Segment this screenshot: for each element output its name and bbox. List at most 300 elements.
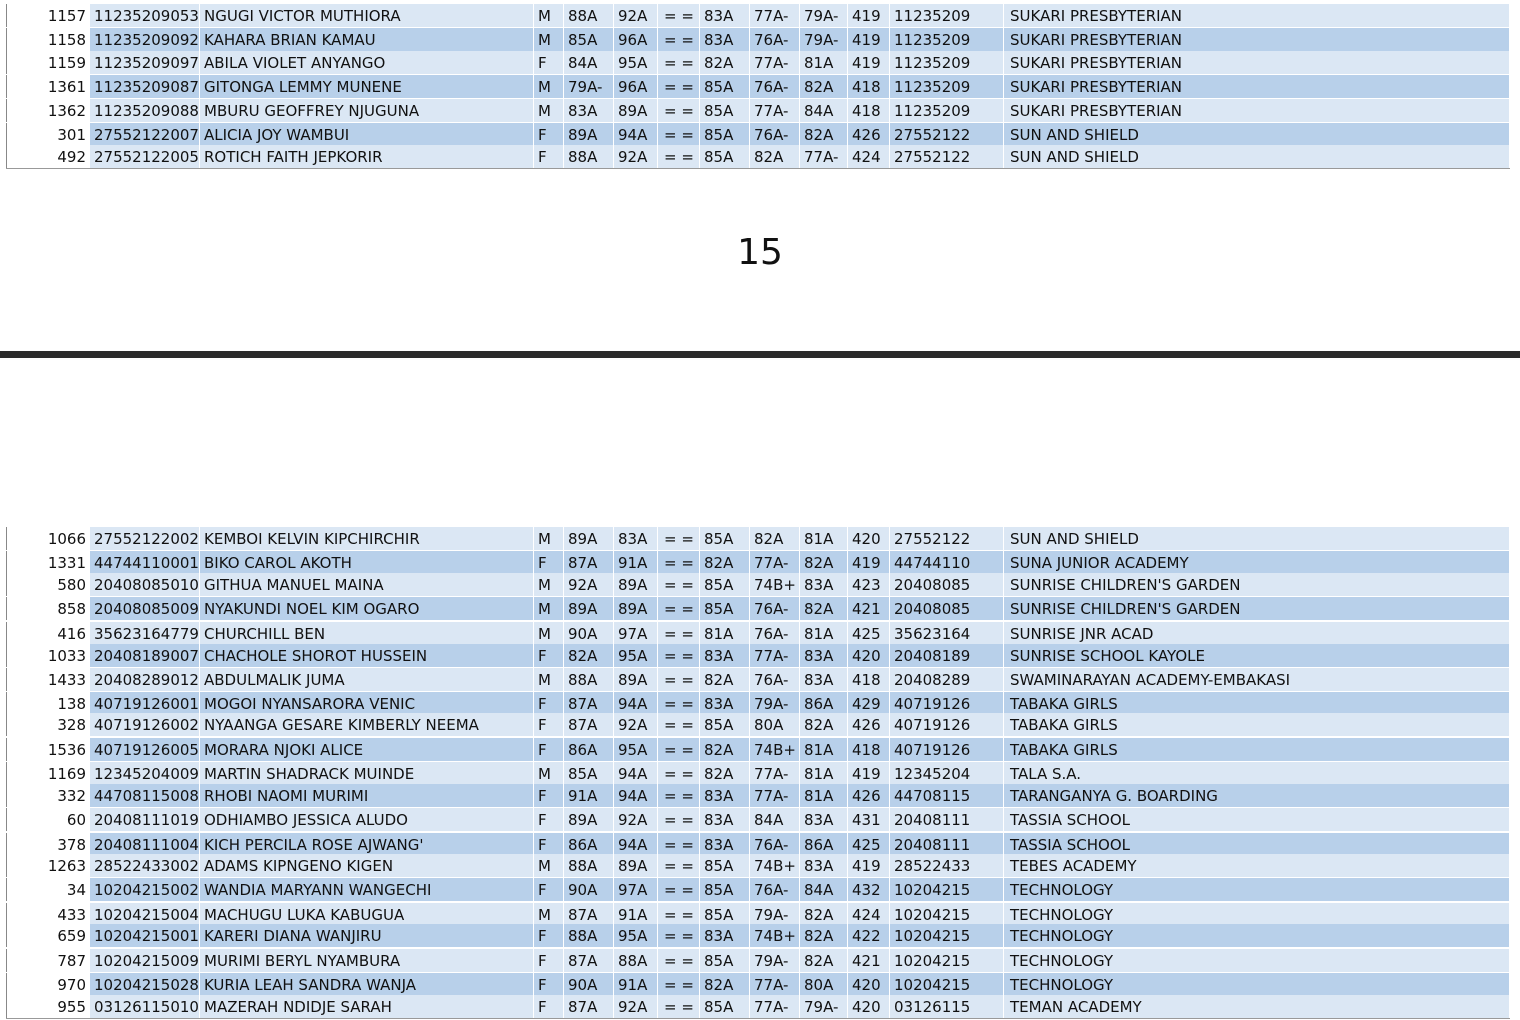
score-science: 83A [700, 924, 750, 947]
candidate-name: MORARA NJOKI ALICE [200, 738, 534, 761]
school-code: 20408111 [890, 833, 1004, 856]
school-code: 44744110 [890, 551, 1004, 574]
score-religion: 77A- [800, 145, 848, 168]
score-kiswahili: = = [658, 668, 700, 691]
score-math: 91A [614, 903, 658, 926]
row-index: 1159 [6, 51, 90, 74]
score-science: 83A [700, 4, 750, 27]
school-code: 27552122 [890, 527, 1004, 550]
score-social: 77A- [750, 995, 800, 1018]
school-name: SUKARI PRESBYTERIAN [1004, 99, 1510, 122]
table-row [6, 75, 1510, 98]
candidate-name: CHURCHILL BEN [200, 622, 534, 645]
score-math: 94A [614, 692, 658, 715]
gender: M [534, 622, 564, 645]
total-score: 426 [848, 713, 890, 736]
score-social: 77A- [750, 551, 800, 574]
candidate-number: 10204215028 [90, 973, 200, 996]
score-religion: 83A [800, 854, 848, 877]
score-science: 85A [700, 75, 750, 98]
row-index: 301 [6, 123, 90, 146]
row-index: 970 [6, 973, 90, 996]
candidate-name: KURIA LEAH SANDRA WANJA [200, 973, 534, 996]
school-code: 10204215 [890, 949, 1004, 972]
gender: F [534, 995, 564, 1018]
school-name: SUKARI PRESBYTERIAN [1004, 51, 1510, 74]
row-index: 34 [6, 878, 90, 901]
candidate-name: MAZERAH NDIDJE SARAH [200, 995, 534, 1018]
score-kiswahili: = = [658, 808, 700, 831]
candidate-number: 10204215001 [90, 924, 200, 947]
school-name: TEMAN ACADEMY [1004, 995, 1510, 1018]
score-math: 95A [614, 51, 658, 74]
score-science: 83A [700, 644, 750, 667]
score-english: 85A [564, 28, 614, 51]
total-score: 424 [848, 903, 890, 926]
school-code: 10204215 [890, 973, 1004, 996]
candidate-name: MBURU GEOFFREY NJUGUNA [200, 99, 534, 122]
candidate-number: 40719126002 [90, 713, 200, 736]
score-math: 89A [614, 668, 658, 691]
candidate-number: 11235209092 [90, 28, 200, 51]
table-row [6, 668, 1510, 691]
score-kiswahili: = = [658, 123, 700, 146]
score-english: 89A [564, 808, 614, 831]
table-row [6, 949, 1510, 972]
candidate-name: NYAANGA GESARE KIMBERLY NEEMA [200, 713, 534, 736]
score-kiswahili: = = [658, 145, 700, 168]
total-score: 431 [848, 808, 890, 831]
page-number: 15 [737, 232, 783, 273]
candidate-number: 11235209053 [90, 4, 200, 27]
table-bottom-rule [6, 168, 1510, 169]
school-code: 27552122 [890, 123, 1004, 146]
score-kiswahili: = = [658, 833, 700, 856]
table-row [6, 995, 1510, 1018]
total-score: 420 [848, 995, 890, 1018]
candidate-number: 10204215004 [90, 903, 200, 926]
school-code: 10204215 [890, 903, 1004, 926]
table-row [6, 833, 1510, 856]
candidate-number: 35623164779 [90, 622, 200, 645]
score-english: 88A [564, 4, 614, 27]
school-name: TABAKA GIRLS [1004, 692, 1510, 715]
row-index: 60 [6, 808, 90, 831]
candidate-name: RHOBI NAOMI MURIMI [200, 784, 534, 807]
score-english: 79A- [564, 75, 614, 98]
candidate-number: 20408189007 [90, 644, 200, 667]
score-religion: 79A- [800, 995, 848, 1018]
score-english: 82A [564, 644, 614, 667]
total-score: 422 [848, 924, 890, 947]
candidate-number: 44744110001 [90, 551, 200, 574]
score-religion: 82A [800, 597, 848, 620]
gender: F [534, 644, 564, 667]
school-code: 40719126 [890, 738, 1004, 761]
school-name: SUNRISE SCHOOL KAYOLE [1004, 644, 1510, 667]
school-name: TECHNOLOGY [1004, 903, 1510, 926]
score-science: 83A [700, 28, 750, 51]
candidate-number: 11235209088 [90, 99, 200, 122]
score-religion: 86A [800, 833, 848, 856]
row-index: 328 [6, 713, 90, 736]
score-religion: 82A [800, 75, 848, 98]
total-score: 419 [848, 854, 890, 877]
school-name: TABAKA GIRLS [1004, 738, 1510, 761]
row-index: 787 [6, 949, 90, 972]
score-english: 88A [564, 668, 614, 691]
score-math: 92A [614, 4, 658, 27]
school-code: 11235209 [890, 75, 1004, 98]
school-name: TECHNOLOGY [1004, 949, 1510, 972]
gender: F [534, 51, 564, 74]
gender: M [534, 597, 564, 620]
row-index: 433 [6, 903, 90, 926]
total-score: 420 [848, 527, 890, 550]
score-kiswahili: = = [658, 551, 700, 574]
school-name: SWAMINARAYAN ACADEMY-EMBAKASI [1004, 668, 1510, 691]
candidate-number: 27552122007 [90, 123, 200, 146]
score-religion: 79A- [800, 4, 848, 27]
total-score: 423 [848, 573, 890, 596]
row-index: 378 [6, 833, 90, 856]
table-row [6, 551, 1510, 574]
score-science: 85A [700, 573, 750, 596]
table-row [6, 573, 1510, 596]
table-row [6, 622, 1510, 645]
score-math: 94A [614, 784, 658, 807]
candidate-number: 20408085010 [90, 573, 200, 596]
score-kiswahili: = = [658, 973, 700, 996]
row-index: 1169 [6, 762, 90, 785]
total-score: 419 [848, 28, 890, 51]
score-english: 84A [564, 51, 614, 74]
score-social: 74B+ [750, 738, 800, 761]
page-divider [0, 351, 1520, 358]
score-kiswahili: = = [658, 28, 700, 51]
score-religion: 81A [800, 51, 848, 74]
candidate-number: 20408111004 [90, 833, 200, 856]
score-social: 77A- [750, 99, 800, 122]
score-social: 74B+ [750, 924, 800, 947]
row-index: 1158 [6, 28, 90, 51]
total-score: 418 [848, 738, 890, 761]
gender: F [534, 949, 564, 972]
score-social: 77A- [750, 4, 800, 27]
total-score: 425 [848, 622, 890, 645]
score-social: 84A [750, 808, 800, 831]
total-score: 421 [848, 597, 890, 620]
score-religion: 84A [800, 878, 848, 901]
score-kiswahili: = = [658, 527, 700, 550]
school-name: TECHNOLOGY [1004, 924, 1510, 947]
school-code: 11235209 [890, 28, 1004, 51]
row-index: 1263 [6, 854, 90, 877]
score-science: 85A [700, 123, 750, 146]
score-social: 76A- [750, 123, 800, 146]
score-math: 92A [614, 145, 658, 168]
table-row [6, 692, 1510, 715]
score-science: 85A [700, 854, 750, 877]
total-score: 429 [848, 692, 890, 715]
candidate-name: NGUGI VICTOR MUTHIORA [200, 4, 534, 27]
score-math: 89A [614, 854, 658, 877]
school-code: 40719126 [890, 692, 1004, 715]
table-row [6, 597, 1510, 620]
candidate-number: 40719126001 [90, 692, 200, 715]
score-english: 89A [564, 123, 614, 146]
candidate-number: 44708115008 [90, 784, 200, 807]
score-social: 76A- [750, 28, 800, 51]
score-math: 89A [614, 99, 658, 122]
score-social: 76A- [750, 878, 800, 901]
table-row [6, 878, 1510, 901]
school-code: 20408085 [890, 573, 1004, 596]
score-english: 87A [564, 995, 614, 1018]
score-kiswahili: = = [658, 995, 700, 1018]
score-science: 85A [700, 713, 750, 736]
gender: F [534, 551, 564, 574]
gender: F [534, 878, 564, 901]
gender: F [534, 833, 564, 856]
total-score: 419 [848, 551, 890, 574]
gender: F [534, 123, 564, 146]
score-social: 76A- [750, 622, 800, 645]
score-math: 89A [614, 597, 658, 620]
score-religion: 82A [800, 949, 848, 972]
row-index: 1361 [6, 75, 90, 98]
candidate-number: 28522433002 [90, 854, 200, 877]
score-religion: 79A- [800, 28, 848, 51]
score-kiswahili: = = [658, 713, 700, 736]
score-kiswahili: = = [658, 924, 700, 947]
score-religion: 83A [800, 644, 848, 667]
total-score: 418 [848, 668, 890, 691]
candidate-number: 27552122005 [90, 145, 200, 168]
school-name: SUKARI PRESBYTERIAN [1004, 4, 1510, 27]
school-name: SUNRISE CHILDREN'S GARDEN [1004, 573, 1510, 596]
total-score: 421 [848, 949, 890, 972]
score-kiswahili: = = [658, 51, 700, 74]
school-name: TASSIA SCHOOL [1004, 808, 1510, 831]
score-religion: 82A [800, 924, 848, 947]
school-code: 10204215 [890, 924, 1004, 947]
school-code: 20408189 [890, 644, 1004, 667]
candidate-name: ODHIAMBO JESSICA ALUDO [200, 808, 534, 831]
total-score: 418 [848, 75, 890, 98]
score-english: 91A [564, 784, 614, 807]
school-name: TECHNOLOGY [1004, 973, 1510, 996]
score-science: 83A [700, 808, 750, 831]
score-math: 96A [614, 75, 658, 98]
row-index: 1362 [6, 99, 90, 122]
school-code: 28522433 [890, 854, 1004, 877]
table-row [6, 4, 1510, 27]
gender: F [534, 924, 564, 947]
row-index: 1033 [6, 644, 90, 667]
total-score: 420 [848, 973, 890, 996]
score-english: 85A [564, 762, 614, 785]
table-row [6, 784, 1510, 807]
score-social: 79A- [750, 903, 800, 926]
gender: F [534, 145, 564, 168]
gender: F [534, 808, 564, 831]
candidate-number: 11235209097 [90, 51, 200, 74]
school-code: 10204215 [890, 878, 1004, 901]
score-english: 90A [564, 622, 614, 645]
school-name: TECHNOLOGY [1004, 878, 1510, 901]
score-religion: 81A [800, 762, 848, 785]
gender: M [534, 75, 564, 98]
gender: M [534, 854, 564, 877]
gender: M [534, 903, 564, 926]
candidate-number: 11235209087 [90, 75, 200, 98]
gender: M [534, 762, 564, 785]
candidate-number: 10204215009 [90, 949, 200, 972]
row-index: 416 [6, 622, 90, 645]
score-science: 85A [700, 597, 750, 620]
score-social: 76A- [750, 668, 800, 691]
row-index: 858 [6, 597, 90, 620]
score-kiswahili: = = [658, 597, 700, 620]
score-religion: 81A [800, 784, 848, 807]
score-social: 77A- [750, 644, 800, 667]
score-english: 92A [564, 573, 614, 596]
score-math: 94A [614, 833, 658, 856]
score-english: 87A [564, 903, 614, 926]
score-religion: 83A [800, 668, 848, 691]
score-social: 79A- [750, 692, 800, 715]
candidate-name: MOGOI NYANSARORA VENIC [200, 692, 534, 715]
candidate-name: KAHARA BRIAN KAMAU [200, 28, 534, 51]
candidate-name: WANDIA MARYANN WANGECHI [200, 878, 534, 901]
score-science: 82A [700, 668, 750, 691]
candidate-name: ABILA VIOLET ANYANGO [200, 51, 534, 74]
table-row [6, 924, 1510, 947]
table-row [6, 713, 1510, 736]
table-row [6, 145, 1510, 168]
school-name: TARANGANYA G. BOARDING [1004, 784, 1510, 807]
score-kiswahili: = = [658, 949, 700, 972]
score-math: 95A [614, 738, 658, 761]
score-math: 92A [614, 995, 658, 1018]
total-score: 419 [848, 762, 890, 785]
score-religion: 81A [800, 738, 848, 761]
score-kiswahili: = = [658, 738, 700, 761]
table-row [6, 854, 1510, 877]
score-science: 85A [700, 995, 750, 1018]
score-math: 97A [614, 878, 658, 901]
candidate-number: 20408289012 [90, 668, 200, 691]
score-social: 80A [750, 713, 800, 736]
score-religion: 84A [800, 99, 848, 122]
score-religion: 80A [800, 973, 848, 996]
candidate-number: 20408085009 [90, 597, 200, 620]
score-social: 79A- [750, 949, 800, 972]
candidate-name: MURIMI BERYL NYAMBURA [200, 949, 534, 972]
score-kiswahili: = = [658, 903, 700, 926]
row-index: 955 [6, 995, 90, 1018]
score-science: 83A [700, 784, 750, 807]
table-row [6, 762, 1510, 785]
score-kiswahili: = = [658, 854, 700, 877]
candidate-name: GITONGA LEMMY MUNENE [200, 75, 534, 98]
table-row [6, 973, 1510, 996]
row-index: 138 [6, 692, 90, 715]
gender: F [534, 692, 564, 715]
table-row [6, 738, 1510, 761]
score-english: 89A [564, 597, 614, 620]
score-kiswahili: = = [658, 692, 700, 715]
score-english: 88A [564, 854, 614, 877]
school-name: TALA S.A. [1004, 762, 1510, 785]
score-social: 76A- [750, 75, 800, 98]
candidate-name: ABDULMALIK JUMA [200, 668, 534, 691]
row-index: 1157 [6, 4, 90, 27]
total-score: 420 [848, 644, 890, 667]
candidate-number: 40719126005 [90, 738, 200, 761]
school-code: 03126115 [890, 995, 1004, 1018]
score-social: 77A- [750, 784, 800, 807]
table-row [6, 123, 1510, 146]
gender: F [534, 738, 564, 761]
score-social: 77A- [750, 762, 800, 785]
score-social: 77A- [750, 51, 800, 74]
score-religion: 83A [800, 573, 848, 596]
score-social: 76A- [750, 597, 800, 620]
school-code: 35623164 [890, 622, 1004, 645]
score-math: 95A [614, 644, 658, 667]
school-name: SUN AND SHIELD [1004, 145, 1510, 168]
score-science: 85A [700, 145, 750, 168]
score-math: 91A [614, 551, 658, 574]
score-kiswahili: = = [658, 784, 700, 807]
row-index: 659 [6, 924, 90, 947]
score-kiswahili: = = [658, 573, 700, 596]
score-math: 92A [614, 713, 658, 736]
score-kiswahili: = = [658, 622, 700, 645]
row-index: 1536 [6, 738, 90, 761]
school-code: 40719126 [890, 713, 1004, 736]
score-social: 82A [750, 527, 800, 550]
score-english: 90A [564, 878, 614, 901]
school-code: 27552122 [890, 145, 1004, 168]
score-religion: 82A [800, 713, 848, 736]
candidate-name: KEMBOI KELVIN KIPCHIRCHIR [200, 527, 534, 550]
score-science: 85A [700, 878, 750, 901]
candidate-name: GITHUA MANUEL MAINA [200, 573, 534, 596]
score-math: 94A [614, 762, 658, 785]
candidate-number: 03126115010 [90, 995, 200, 1018]
score-math: 96A [614, 28, 658, 51]
total-score: 425 [848, 833, 890, 856]
score-religion: 81A [800, 527, 848, 550]
candidate-name: NYAKUNDI NOEL KIM OGARO [200, 597, 534, 620]
candidate-name: CHACHOLE SHOROT HUSSEIN [200, 644, 534, 667]
gender: M [534, 99, 564, 122]
score-science: 85A [700, 903, 750, 926]
score-social: 76A- [750, 833, 800, 856]
score-kiswahili: = = [658, 762, 700, 785]
score-english: 88A [564, 145, 614, 168]
candidate-name: MARTIN SHADRACK MUINDE [200, 762, 534, 785]
score-religion: 86A [800, 692, 848, 715]
score-religion: 82A [800, 551, 848, 574]
school-code: 20408289 [890, 668, 1004, 691]
score-religion: 81A [800, 622, 848, 645]
school-name: SUKARI PRESBYTERIAN [1004, 28, 1510, 51]
score-social: 74B+ [750, 573, 800, 596]
